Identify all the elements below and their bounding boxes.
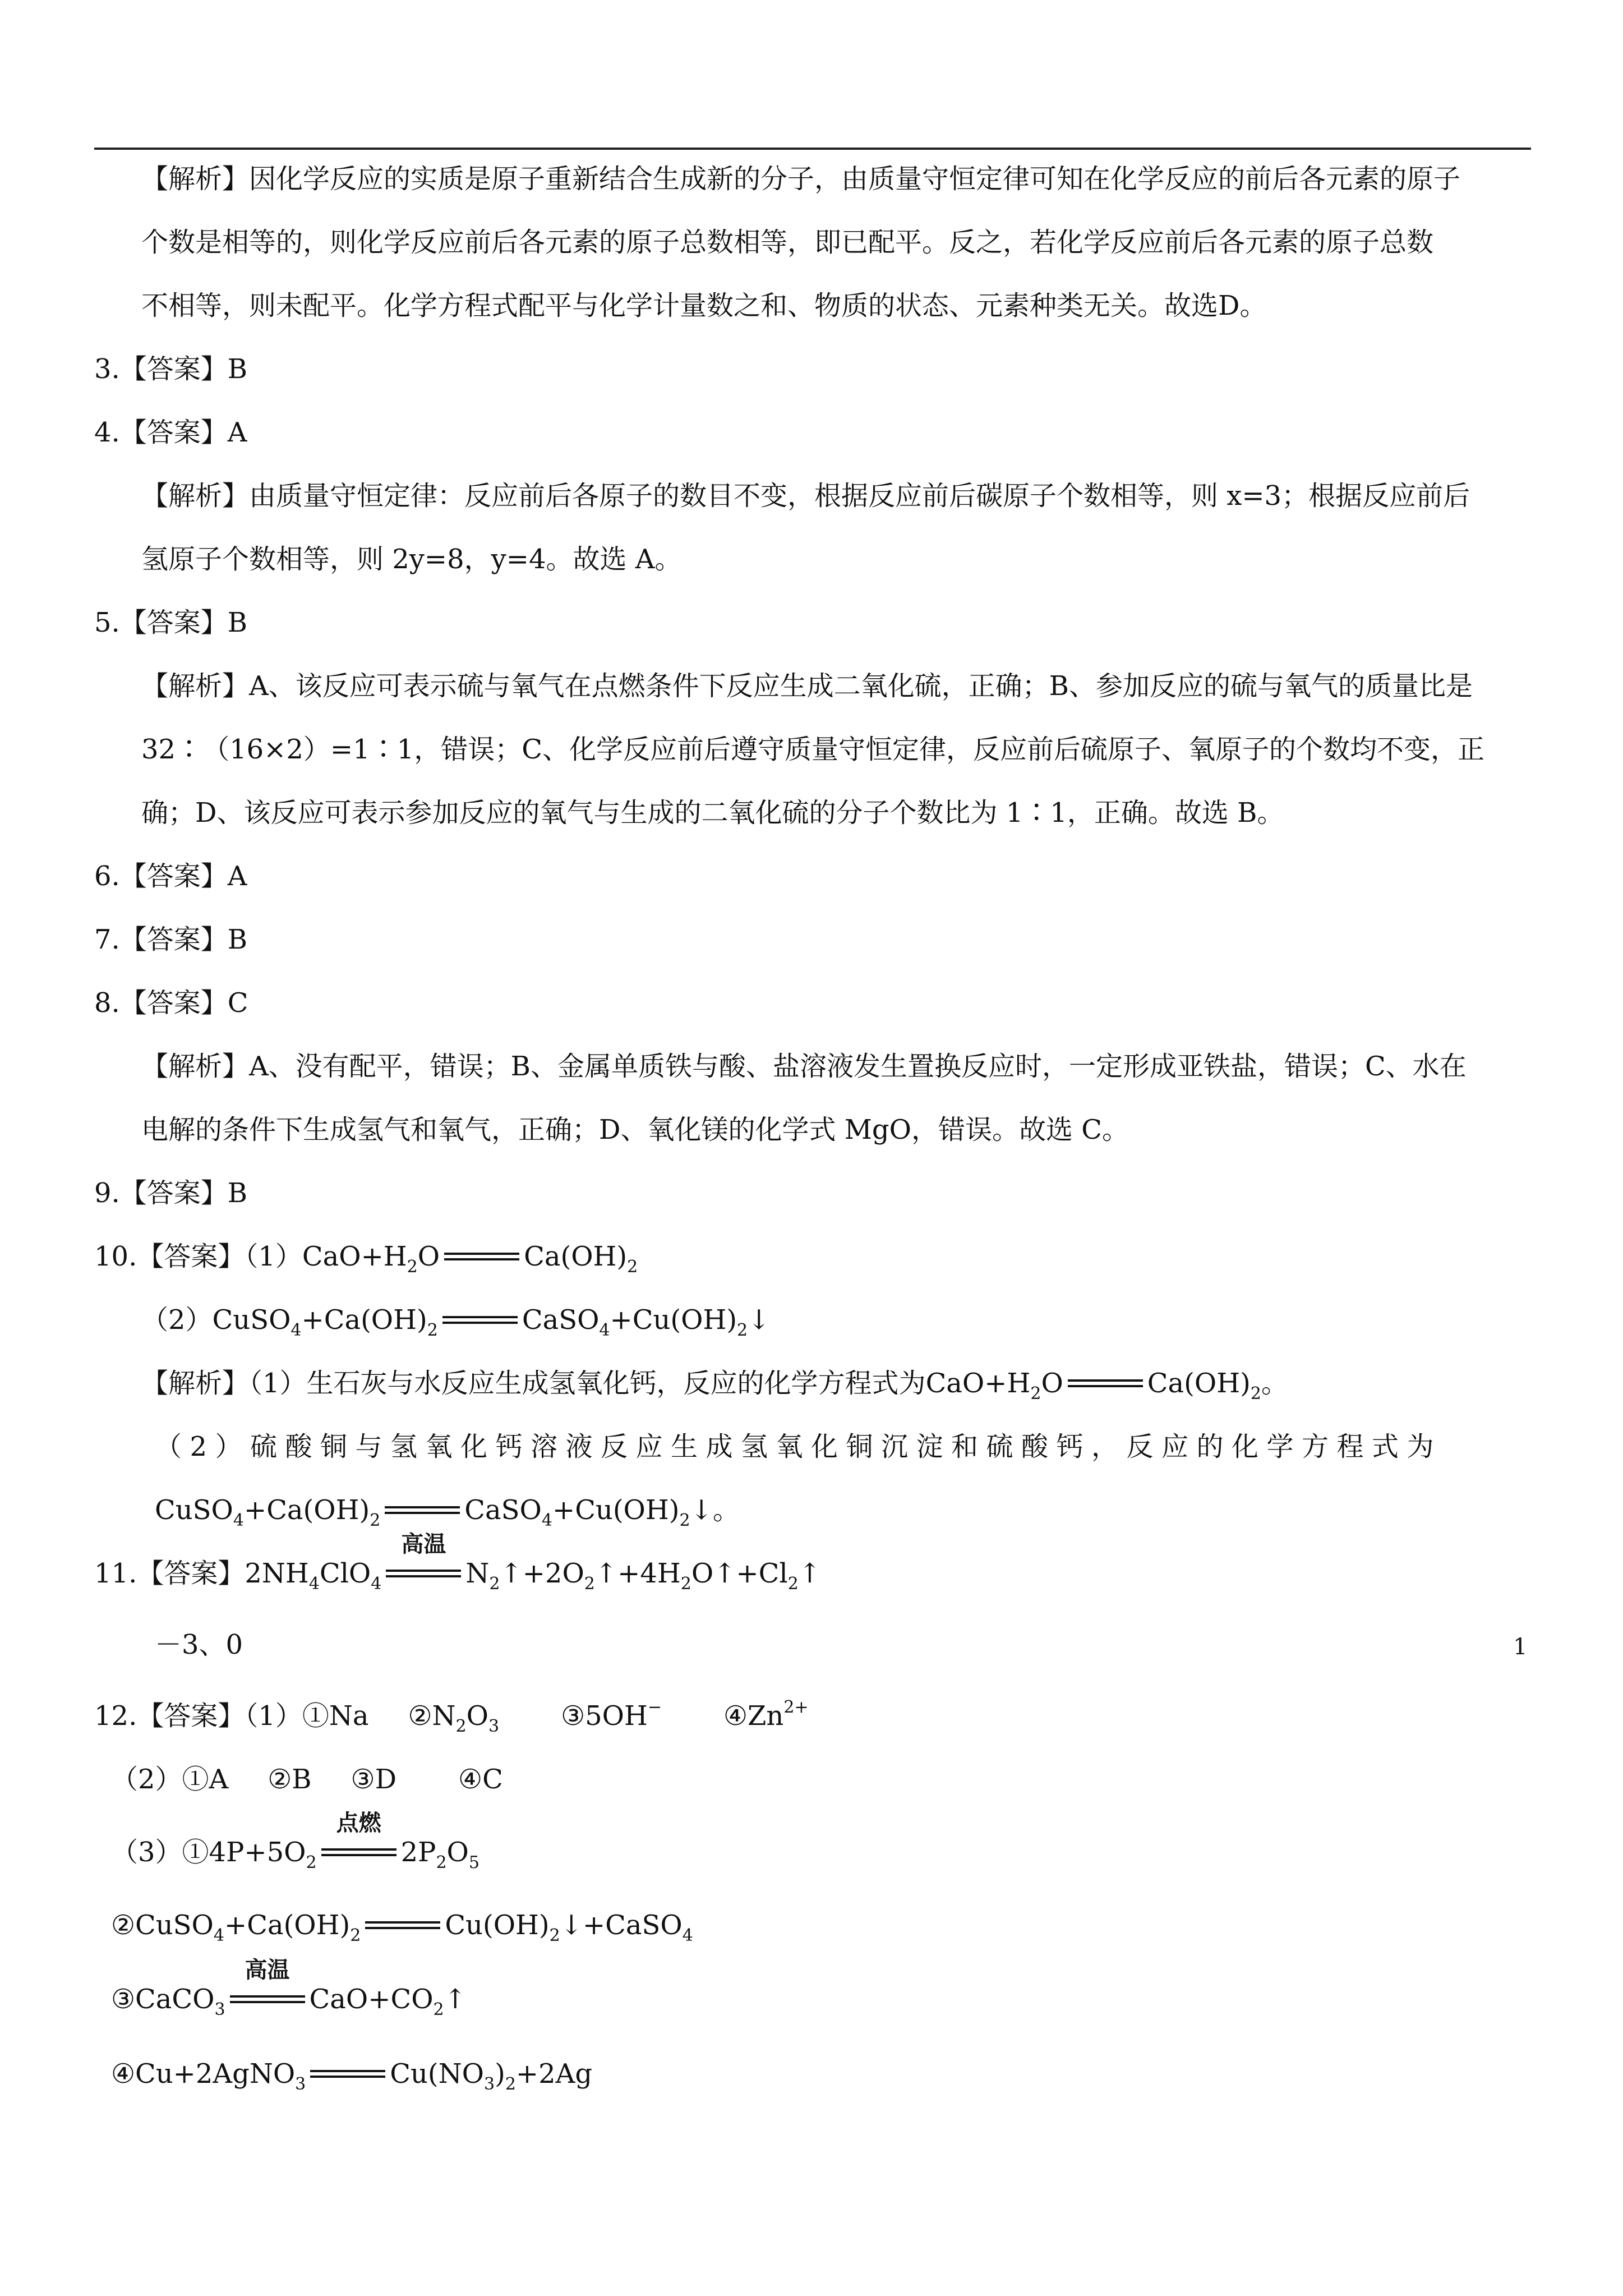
analysis-4-line-2: 氢原子个数相等，则 2y=8，y=4。故选 A。 xyxy=(141,544,682,575)
analysis-5-line-1: 【解析】A、该反应可表示硫与氧气在点燃条件下反应生成二氧化硫，正确；B、参加反应的硫与氧气的质量比是 xyxy=(141,670,1473,702)
page-number: 1 xyxy=(1513,1634,1528,1660)
answer-12-line-1 xyxy=(94,1698,809,1734)
answer-10-2-prefix: （2） xyxy=(141,1304,213,1336)
equation-caco3-decomposition: ③CaCO$_3$ 高温 $CaO+CO_2↑$ xyxy=(111,1957,467,2019)
answer-10-1-prefix: （1） xyxy=(245,1241,302,1272)
answer-12-1-4-text: ④Zn xyxy=(723,1700,784,1732)
equation-cao-h2o: $CaO+H_2O$ $Ca(OH)_2$ xyxy=(302,1241,638,1277)
answer-10-line xyxy=(94,1239,638,1277)
header-rule xyxy=(94,148,1531,150)
answer-9: 9.【答案】B xyxy=(94,1177,248,1209)
analysis-2-line-2: 个数是相等的，则化学反应前后各元素的原子总数相等，即已配平。反之，若化学反应前后各元素的原子总数 xyxy=(141,227,1434,258)
answer-12-1-2: $②N_2O_3$ xyxy=(408,1700,500,1736)
analysis-10-text-1: （1）生石灰与水反应生成氢氧化钙，反应的化学方程式为 xyxy=(249,1368,926,1399)
analysis-2-line-1: 【解析】因化学反应的实质是原子重新结合生成新的分子，由质量守恒定律可知在化学反应的前后各元素的原子 xyxy=(141,163,1461,195)
answer-12-1-2-text: ②N xyxy=(408,1700,456,1732)
answer-12-2-4: ④C xyxy=(458,1764,503,1795)
analysis-10-equation-1: $CaO+H_2O$ $Ca(OH)_2$ xyxy=(925,1368,1261,1404)
analysis-10-label: 【解析】 xyxy=(141,1368,250,1399)
analysis-10-line-2: （2）硫酸铜与氢氧化钙溶液反应生成氢氧化铜沉淀和硫酸钙，反应的化学方程式为 xyxy=(155,1431,1442,1462)
answer-12-2-2: ②B xyxy=(268,1764,312,1795)
answer-3: 3.【答案】B xyxy=(94,353,248,385)
analysis-10-line-3 xyxy=(155,1492,740,1528)
analysis-10-end-2: 。 xyxy=(712,1494,740,1526)
condition-ignite: 点燃 xyxy=(336,1810,381,1836)
analysis-10-end-1: 。 xyxy=(1261,1368,1288,1399)
equation-cuso4-caoh2: $CuSO_4+Ca(OH)_2$ $CaSO_4+Cu(OH)_2↓$ xyxy=(212,1304,771,1340)
answer-12-1-1: ①Na xyxy=(302,1700,369,1732)
equation-nh4clo4: $2NH_4ClO_4$ 高温 $N_2↑+2O_2↑+4H_2O↑+Cl_2↑$ xyxy=(245,1531,822,1594)
equation-phosphorus-combustion: $①4P+5O_2$ 点燃 $2P_2O_5$ xyxy=(182,1810,479,1872)
answer-10-label: 10.【答案】 xyxy=(94,1241,245,1272)
answer-10-2-line xyxy=(141,1302,770,1338)
answer-12-line-5 xyxy=(111,1957,467,2019)
analysis-10-line-1 xyxy=(141,1365,1288,1404)
answer-12-line-4 xyxy=(111,1907,693,1943)
answer-12-3-prefix: （3） xyxy=(111,1837,182,1868)
answer-12-1-prefix: （1） xyxy=(245,1700,302,1732)
answer-11-label: 11.【答案】 xyxy=(94,1558,245,1589)
answer-5: 5.【答案】B xyxy=(94,607,248,638)
answer-8: 8.【答案】C xyxy=(94,987,248,1019)
answer-12-line-2 xyxy=(111,1761,503,1797)
analysis-2-line-3: 不相等，则未配平。化学方程式配平与化学计量数之和、物质的状态、元素种类无关。故选D。 xyxy=(141,290,1267,321)
analysis-4-line-1: 【解析】由质量守恒定律：反应前后各原子的数目不变，根据反应前后碳原子个数相等，则 x=3；根据反应前后 xyxy=(141,480,1470,512)
equation-cu-agno3: ④Cu+2AgNO$_3$ $Cu(NO_3)_2+2Ag$ xyxy=(111,2058,593,2094)
analysis-8-line-2: 电解的条件下生成氢气和氧气，正确；D、氧化镁的化学式 MgO，错误。故选 C。 xyxy=(141,1114,1129,1145)
answer-11-line xyxy=(94,1531,822,1594)
answer-12-2-1: ①A xyxy=(182,1764,229,1795)
answer-12-1-3: ③5OH− xyxy=(561,1697,662,1732)
condition-high-temp: 高温 xyxy=(401,1531,446,1557)
analysis-5-line-2: 32∶（16×2）=1∶1，错误；C、化学反应前后遵守质量守恒定律，反应前后硫原子、氧原子的个数均不变，正 xyxy=(141,734,1484,765)
answer-12-2-3: ③D xyxy=(351,1764,397,1795)
answer-7: 7.【答案】B xyxy=(94,924,248,955)
analysis-5-line-3: 确；D、该反应可表示参加反应的氧气与生成的二氧化硫的分子个数比为 1∶1，正确。故选 B。 xyxy=(141,797,1284,829)
answer-12-label: 12.【答案】 xyxy=(94,1700,245,1732)
condition-high-temp-2: 高温 xyxy=(245,1957,290,1983)
answer-12-line-3 xyxy=(111,1810,479,1872)
answer-6: 6.【答案】A xyxy=(94,861,247,892)
answer-12-1-4: $④Zn^{2+}$ xyxy=(723,1697,809,1732)
analysis-8-line-1: 【解析】A、没有配平，错误；B、金属单质铁与酸、盐溶液发生置换反应时，一定形成亚铁盐，错误；C、水在 xyxy=(141,1051,1467,1082)
answer-12-2-prefix: （2） xyxy=(111,1764,182,1795)
answer-12-line-6 xyxy=(111,2056,592,2092)
equation-cuso4-caoh2-2: $②CuSO_4+Ca(OH)_2$ $Cu(OH)_2↓+CaSO_4$ xyxy=(111,1910,693,1945)
answer-12-1-3-text: ③5OH xyxy=(561,1700,648,1732)
answer-4: 4.【答案】A xyxy=(94,417,247,448)
analysis-10-equation-2: $CuSO_4+Ca(OH)_2$ $CaSO_4+Cu(OH)_2↓$ xyxy=(155,1494,713,1530)
answer-11-valence: －3、0 xyxy=(155,1629,243,1660)
